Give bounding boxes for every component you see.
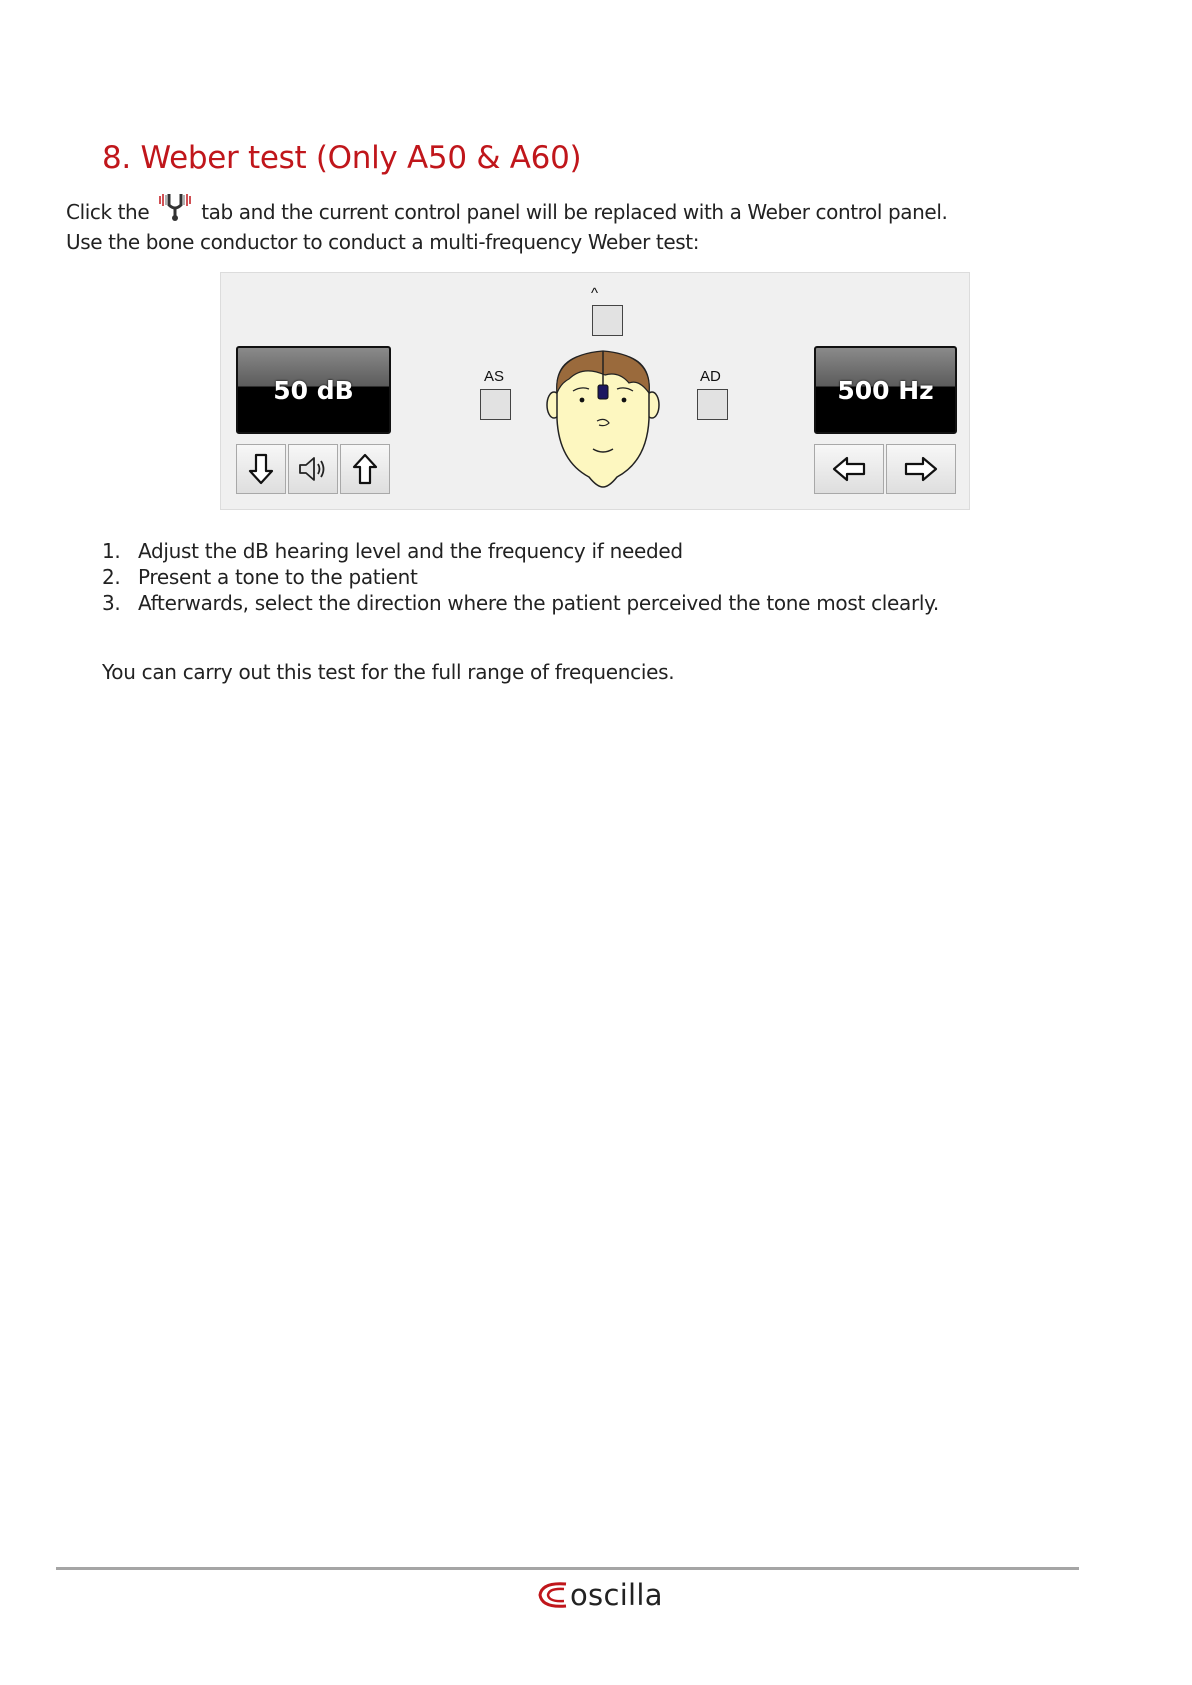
- step-text: Present a tone to the patient: [138, 565, 418, 589]
- step-number: 3.: [102, 591, 121, 615]
- intro-line-1-start: Click the: [66, 200, 150, 224]
- section-heading: 8. Weber test (Only A50 & A60): [102, 140, 582, 176]
- level-up-button[interactable]: [340, 444, 390, 494]
- list-item: [102, 538, 939, 564]
- frequency-down-button[interactable]: [814, 444, 884, 494]
- oscilla-swirl-icon: [536, 1580, 570, 1610]
- left-ear-label: AS: [484, 368, 505, 385]
- intro-text: [66, 193, 947, 255]
- right-ear-label: AD: [700, 368, 721, 385]
- oscilla-logo: [536, 1578, 663, 1612]
- forehead-checkbox[interactable]: [592, 305, 623, 336]
- arrow-up-icon: [351, 452, 379, 486]
- frequency-display: 500 Hz: [814, 346, 957, 434]
- arrow-down-icon: [247, 452, 275, 486]
- intro-line-1-end: tab and the current control panel will be replaced with a Weber control panel.: [201, 200, 948, 224]
- frequency-up-button[interactable]: [886, 444, 956, 494]
- present-tone-button[interactable]: [288, 444, 338, 494]
- right-ear-checkbox[interactable]: [697, 389, 728, 420]
- footer-divider: [56, 1567, 1079, 1570]
- speaker-icon: [297, 454, 329, 484]
- step-number: 2.: [102, 565, 121, 589]
- tuning-fork-icon: [157, 193, 193, 229]
- list-item: [102, 590, 939, 616]
- step-text: Afterwards, select the direction where the patient perceived the tone most clearly.: [138, 591, 939, 615]
- patient-head-illustration: [543, 349, 663, 489]
- level-down-button[interactable]: [236, 444, 286, 494]
- intro-line-1: [66, 193, 947, 229]
- list-item: [102, 564, 939, 590]
- arrow-left-icon: [831, 456, 867, 482]
- step-text: Adjust the dB hearing level and the frequency if needed: [138, 539, 683, 563]
- step-number: 1.: [102, 539, 121, 563]
- arrow-right-icon: [903, 456, 939, 482]
- range-note: You can carry out this test for the full range of frequencies.: [102, 660, 675, 684]
- hearing-level-display: 50 dB: [236, 346, 391, 434]
- brand-name: oscilla: [570, 1578, 663, 1612]
- weber-control-panel: [220, 272, 970, 510]
- instruction-steps: [102, 538, 939, 616]
- intro-line-2: Use the bone conductor to conduct a multi-frequency Weber test:: [66, 230, 700, 254]
- left-ear-checkbox[interactable]: [480, 389, 511, 420]
- forehead-label: ^: [591, 285, 599, 302]
